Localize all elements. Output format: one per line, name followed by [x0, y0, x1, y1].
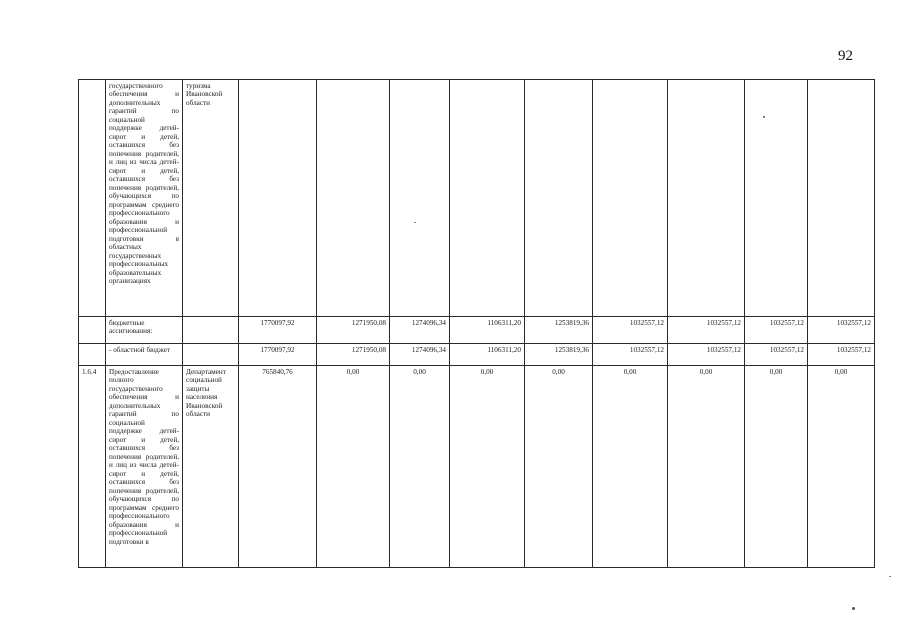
value-cell: 1274096,34: [390, 344, 450, 366]
value-cell: 1032557,12: [668, 317, 745, 344]
row-label: бюджетные ассигнования:: [106, 317, 183, 344]
row-code: 1.6.4: [79, 366, 106, 568]
value-cell: 1770097,92: [239, 344, 317, 366]
table-row-budget-allocations: [79, 317, 875, 344]
empty-cell: [525, 80, 593, 317]
value-cell: 1106311,20: [450, 344, 525, 366]
scan-speck: [763, 116, 765, 118]
row-description: государственного обеспечения и дополнительных гарантий по социальной поддержке детей-сирот и детей, оставшихся без попечения родителей, и лиц из числа детей-сирот и детей, оставшихся без попечения родителей, обучающихся по программам среднего профессионального образования и профессиональной подготовки в областных государственных профессиональных образовательных организациях: [106, 80, 183, 317]
table-row-regional-budget: [79, 344, 875, 366]
scan-speck: [852, 607, 855, 610]
value-cell: 0,00: [525, 366, 593, 568]
empty-cell: [593, 80, 668, 317]
empty-cell: [668, 80, 745, 317]
program-funding-table: [78, 79, 875, 568]
value-cell: 0,00: [450, 366, 525, 568]
value-cell: 1032557,12: [745, 344, 808, 366]
value-cell: 0,00: [745, 366, 808, 568]
empty-cell: [317, 80, 390, 317]
value-cell: 1271950,08: [317, 344, 390, 366]
value-cell: 1770097,92: [239, 317, 317, 344]
empty-cell: [745, 80, 808, 317]
value-cell: 1271950,08: [317, 317, 390, 344]
value-cell: 1032557,12: [593, 317, 668, 344]
empty-cell: [183, 317, 239, 344]
value-cell: 1032557,12: [745, 317, 808, 344]
row-code: [79, 80, 106, 317]
value-cell: 1253819,36: [525, 317, 593, 344]
empty-cell: [390, 80, 450, 317]
value-cell: 1274096,34: [390, 317, 450, 344]
table-row-continued: [79, 80, 875, 317]
empty-cell: [808, 80, 875, 317]
empty-cell: [239, 80, 317, 317]
value-cell: 1032557,12: [668, 344, 745, 366]
page-number: 92: [838, 48, 853, 64]
row-description: Предоставление полного государственного обеспечения и дополнительных гарантий по социальной поддержке детей-сирот и детей, оставшихся без попечения родителей, и лиц из числа детей-сирот и детей, оставшихся без попечения родителей, обучающихся по программам среднего профессионального образования и профессиональной подготовки в: [106, 366, 183, 568]
value-cell: 1106311,20: [450, 317, 525, 344]
value-cell: 0,00: [668, 366, 745, 568]
value-cell: 1032557,12: [808, 317, 875, 344]
scan-speck: [414, 222, 416, 223]
value-cell: 1032557,12: [593, 344, 668, 366]
row-label: - областной бюджет: [106, 344, 183, 366]
value-cell: 1032557,12: [808, 344, 875, 366]
value-cell: 0,00: [808, 366, 875, 568]
table-row-item-1-6-4: [79, 366, 875, 568]
empty-cell: [79, 344, 106, 366]
value-cell: 0,00: [390, 366, 450, 568]
row-executor: Департамент социальной защиты населения Ивановской области: [183, 366, 239, 568]
value-cell: 0,00: [593, 366, 668, 568]
scan-speck: [889, 576, 891, 577]
empty-cell: [79, 317, 106, 344]
empty-cell: [183, 344, 239, 366]
empty-cell: [450, 80, 525, 317]
value-cell: 1253819,36: [525, 344, 593, 366]
value-cell: 765840,76: [239, 366, 317, 568]
row-executor: туризма Ивановской области: [183, 80, 239, 317]
value-cell: 0,00: [317, 366, 390, 568]
